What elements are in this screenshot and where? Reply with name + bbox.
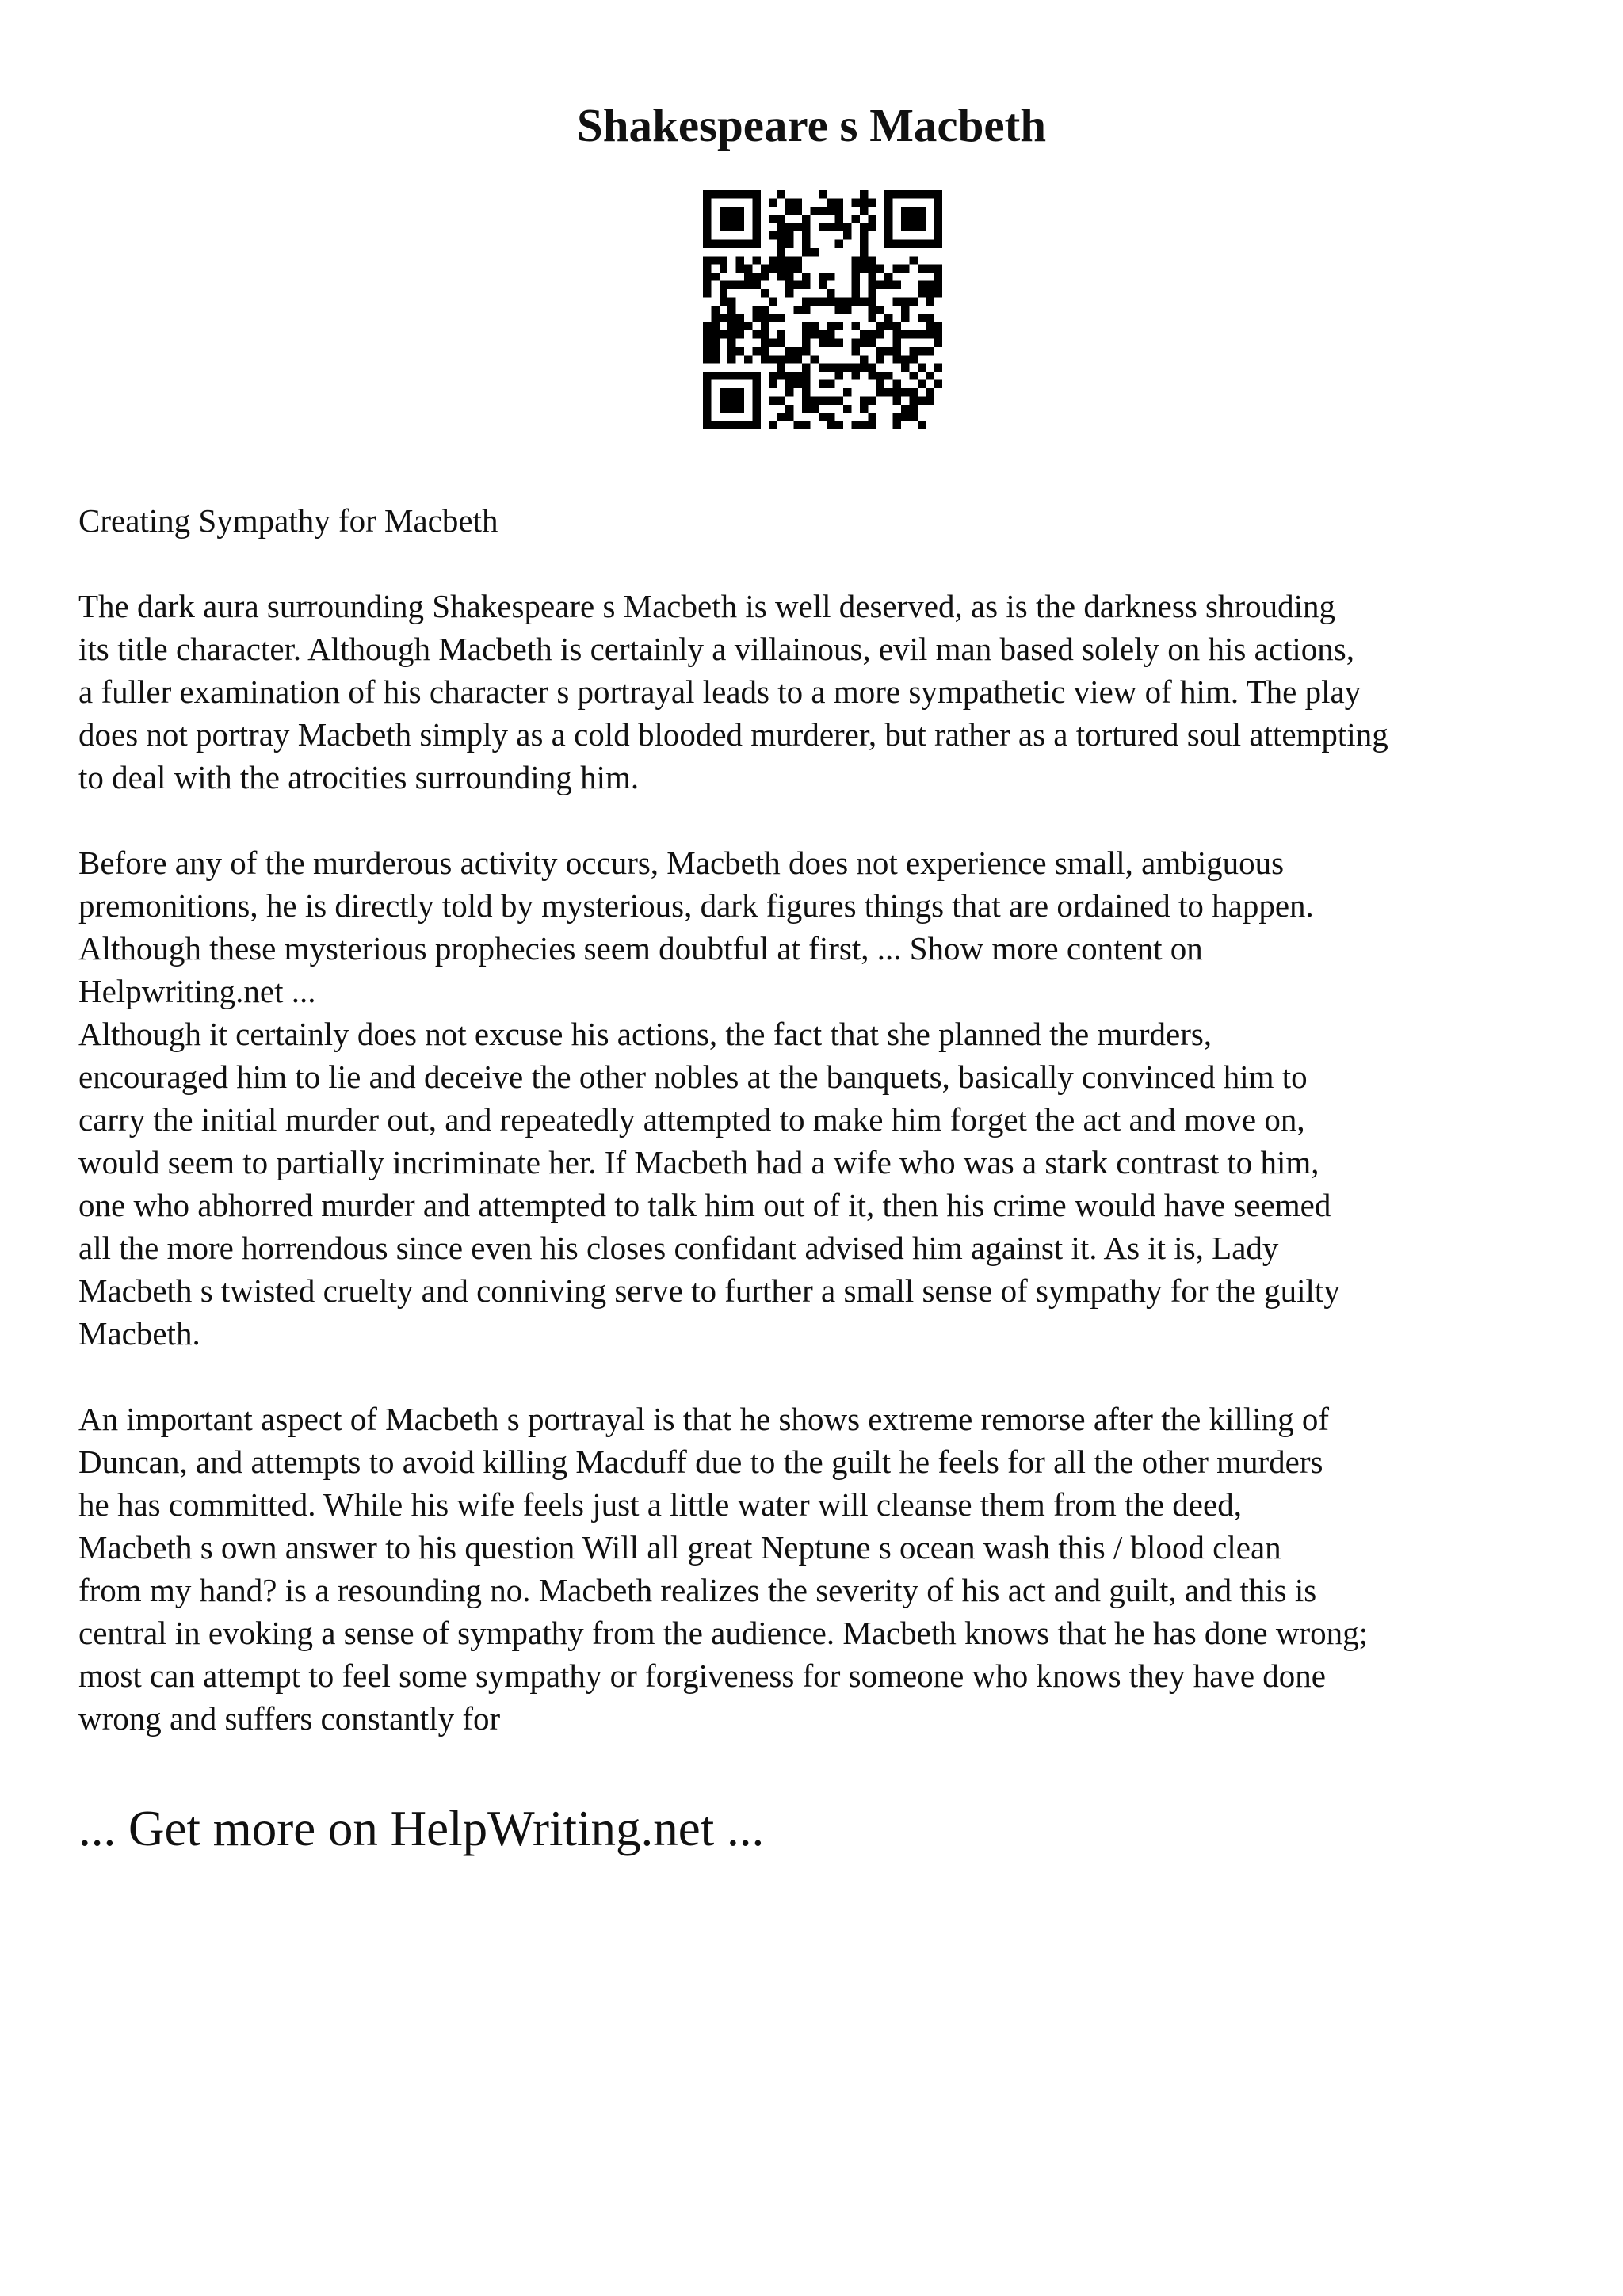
paragraph-1: The dark aura surrounding Shakespeare s Macbeth is well deserved, as is the darkness shrouding its title character. Although Macbeth is certainly a villainous, evil man based solely on his actions, a fuller examination of his character s portrayal leads to a more sympathetic view of him. The play does not portray Macbeth simply as a cold blooded murderer, but rather as a tortured soul attempting to deal with the atrocities surrounding him. <box>78 588 1388 795</box>
document-body <box>78 499 1584 1740</box>
get-more-link[interactable]: ... Get more on HelpWriting.net ... <box>78 1801 765 1856</box>
paragraph-4: An important aspect of Macbeth s portrayal is that he shows extreme remorse after the killing of Duncan, and attempts to avoid killing Macduff due to the guilt he feels for all the other murders he has committed. While his wife feels just a little water will cleanse them from the deed, Macbeth s own answer to his question Will all great Neptune s ocean wash this / blood clean from my hand? is a resounding no. Macbeth realizes the severity of his act and guilt, and this is central in evoking a sense of sympathy from the audience. Macbeth knows that he has done wrong; most can attempt to feel some sympathy or forgiveness for someone who knows they have done wrong and suffers constantly for <box>78 1401 1369 1737</box>
paragraph-3: Although it certainly does not excuse his actions, the fact that she planned the murders, encouraged him to lie and deceive the other nobles at the banquets, basically convinced him to carry the initial murder out, and repeatedly attempted to make him forget the act and move on, would seem to partially incriminate her. If Macbeth had a wife who was a stark contrast to him, one who abhorred murder and attempted to talk him out of it, then his crime would have seemed all the more horrendous since even his closes confidant advised him against it. As it is, Lady Macbeth s twisted cruelty and conniving serve to further a small sense of sympathy for the guilty Macbeth. <box>78 1016 1340 1352</box>
document-title: Shakespeare s Macbeth <box>576 99 1047 151</box>
paragraph-2: Before any of the murderous activity occurs, Macbeth does not experience small, ambiguous premonitions, he is directly told by mysterious, dark figures things that are ordained to happen. Although these mysterious prophecies seem doubtful at first, ... Show more content on Helpwriting.net ... <box>78 845 1314 1009</box>
section-heading: Creating Sympathy for Macbeth <box>78 502 498 539</box>
qr-code-icon <box>703 190 942 429</box>
